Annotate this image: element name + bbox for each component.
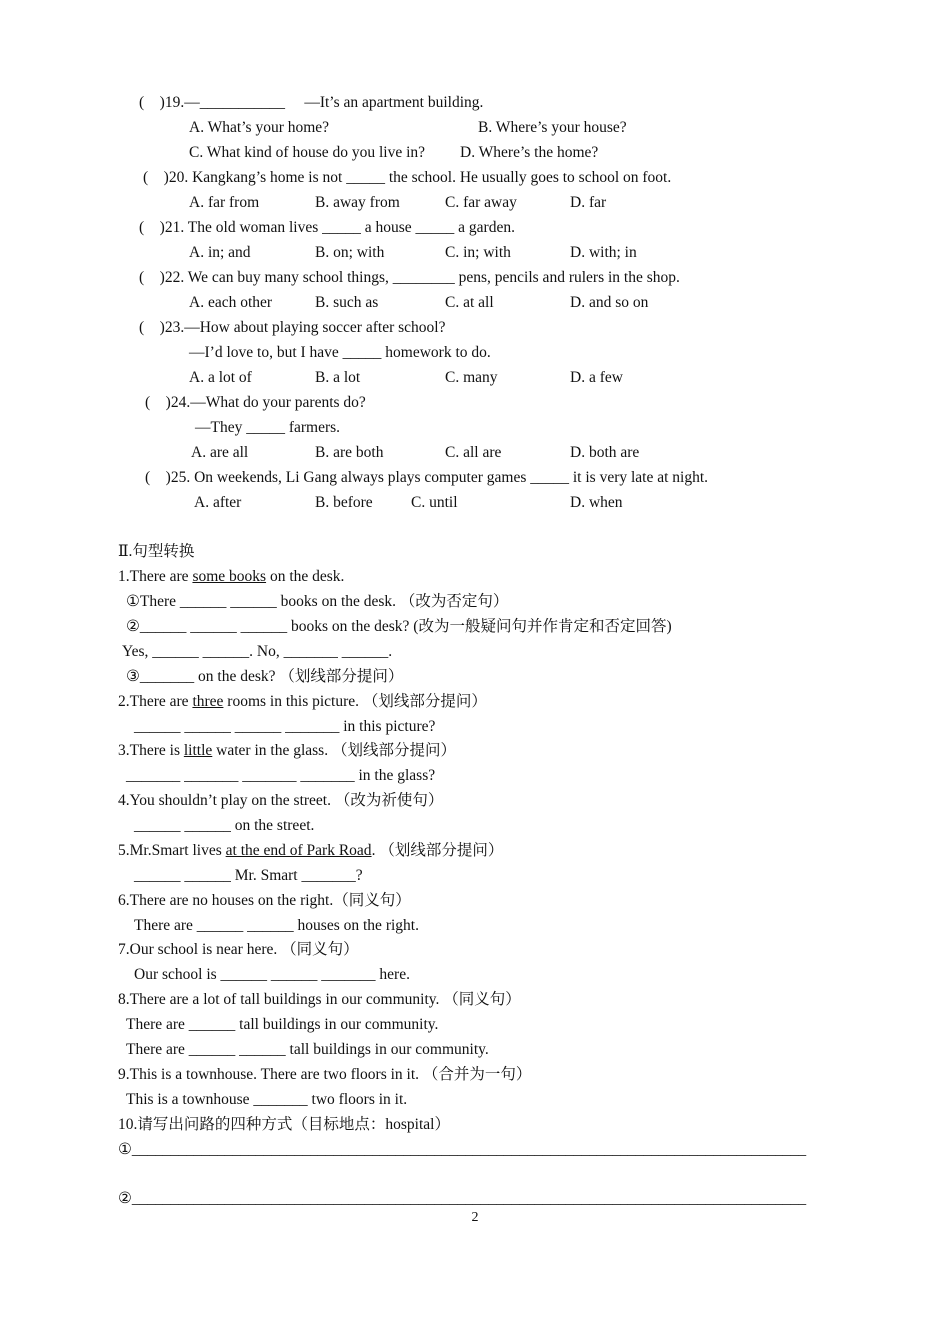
s9-line1: This is a townhouse _______ two floors in it. xyxy=(126,1091,408,1108)
q22-option-d: D. and so on xyxy=(570,294,649,311)
section-heading: Ⅱ.句型转换 xyxy=(118,543,195,560)
s8-line2: There are ______ ______ tall buildings in our community. xyxy=(126,1041,489,1058)
q23-option-a: A. a lot of xyxy=(189,369,252,386)
q20-option-c: C. far away xyxy=(445,194,517,211)
s4-line1: ______ ______ on the street. xyxy=(134,817,315,834)
s7-line1: Our school is ______ ______ _______ here. xyxy=(134,966,410,983)
s7-sentence: 7.Our school is near here. （同义句） xyxy=(118,941,359,958)
q19-option-a: A. What’s your home? xyxy=(189,119,330,136)
s5-underlined: at the end of Park Road xyxy=(225,842,372,859)
q20-stem: ( )20. Kangkang’s home is not _____ the school. He usually goes to school on foot. xyxy=(143,169,672,186)
q24-option-a: A. are all xyxy=(191,444,249,461)
s1-post: on the desk. xyxy=(266,568,345,585)
s2-underlined: three xyxy=(192,693,224,710)
s9-sentence: 9.This is a townhouse. There are two floors in it. （合并为一句） xyxy=(118,1066,532,1083)
q21-option-b: B. on; with xyxy=(315,244,385,261)
s5-line1: ______ ______ Mr. Smart _______? xyxy=(134,867,363,884)
q25-option-a: A. after xyxy=(194,494,242,511)
q19-option-d: D. Where’s the home? xyxy=(460,144,599,161)
q22-option-b: B. such as xyxy=(315,294,379,311)
s5-sentence xyxy=(118,841,503,861)
s3-underlined: little xyxy=(183,742,213,759)
q23-option-c: C. many xyxy=(445,369,498,386)
q25-stem: ( )25. On weekends, Li Gang always plays computer games _____ it is very late at night. xyxy=(145,469,709,486)
q22-stem: ( )22. We can buy many school things, ________ pens, pencils and rulers in the shop. xyxy=(139,269,680,286)
s8-line1: There are ______ tall buildings in our community. xyxy=(126,1016,439,1033)
s3-sentence xyxy=(118,741,456,761)
s1-line4: ③_______ on the desk? （划线部分提问） xyxy=(126,668,404,685)
q24-option-c: C. all are xyxy=(445,444,502,461)
q21-stem: ( )21. The old woman lives _____ a house _____ a garden. xyxy=(139,219,515,236)
s5-post: . （划线部分提问） xyxy=(371,842,504,859)
s4-sentence: 4.You shouldn’t play on the street. （改为祈使句） xyxy=(118,792,444,809)
q19-option-b: B. Where’s your house? xyxy=(478,119,627,136)
s8-sentence: 8.There are a lot of tall buildings in our community. （同义句） xyxy=(118,991,521,1008)
q20-option-d: D. far xyxy=(570,194,607,211)
q25-option-d: D. when xyxy=(570,494,623,511)
s1-line2: ②______ ______ ______ books on the desk? (改为一般疑问句并作肯定和否定回答) xyxy=(126,618,672,635)
q24-stem: ( )24.—What do your parents do? xyxy=(145,394,366,411)
s3-post: water in the glass. （划线部分提问） xyxy=(212,742,456,759)
s1-line1: ①There ______ ______ books on the desk. （改为否定句） xyxy=(126,593,509,610)
page-number: 2 xyxy=(471,1210,479,1225)
q23-stem: ( )23.—How about playing soccer after school? xyxy=(139,319,446,336)
q24-option-d: D. both are xyxy=(570,444,640,461)
q24-option-b: B. are both xyxy=(315,444,384,461)
q23-line2: —I’d love to, but I have _____ homework to do. xyxy=(189,344,491,361)
q19-option-c: C. What kind of house do you live in? xyxy=(189,144,426,161)
s3-line1: _______ _______ _______ _______ in the glass? xyxy=(126,767,436,784)
s2-line1: ______ ______ ______ _______ in this picture? xyxy=(134,718,436,735)
s1-line3: Yes, ______ ______. No, _______ ______. xyxy=(122,643,393,660)
q25-option-c: C. until xyxy=(411,494,458,511)
q20-option-a: A. far from xyxy=(189,194,260,211)
s6-line1: There are ______ ______ houses on the right. xyxy=(134,917,419,934)
q21-option-c: C. in; with xyxy=(445,244,511,261)
q23-option-d: D. a few xyxy=(570,369,623,386)
q22-option-a: A. each other xyxy=(189,294,273,311)
q21-option-a: A. in; and xyxy=(189,244,251,261)
s10-answer-line-1[interactable]: ①_______________________________________________________________________________________ xyxy=(118,1141,807,1158)
s2-post: rooms in this picture. （划线部分提问） xyxy=(223,693,487,710)
q19-stem: ( )19.—___________ —It’s an apartment building. xyxy=(139,94,484,111)
q23-option-b: B. a lot xyxy=(315,369,361,386)
s10-sentence: 10.请写出问路的四种方式（目标地点：hospital） xyxy=(118,1116,450,1133)
s1-underlined: some books xyxy=(192,568,267,585)
s3-pre: 3.There is xyxy=(118,742,184,759)
q24-line2: —They _____ farmers. xyxy=(195,419,341,436)
s5-pre: 5.Mr.Smart lives xyxy=(118,842,226,859)
s6-sentence: 6.There are no houses on the right.（同义句） xyxy=(118,892,411,909)
s1-sentence xyxy=(118,567,344,587)
s2-sentence xyxy=(118,692,487,712)
s1-pre: 1.There are xyxy=(118,568,193,585)
q20-option-b: B. away from xyxy=(315,194,400,211)
s10-answer-line-2[interactable]: ②_______________________________________________________________________________________ xyxy=(118,1190,807,1207)
s2-pre: 2.There are xyxy=(118,693,193,710)
q22-option-c: C. at all xyxy=(445,294,494,311)
q21-option-d: D. with; in xyxy=(570,244,637,261)
q25-option-b: B. before xyxy=(315,494,373,511)
